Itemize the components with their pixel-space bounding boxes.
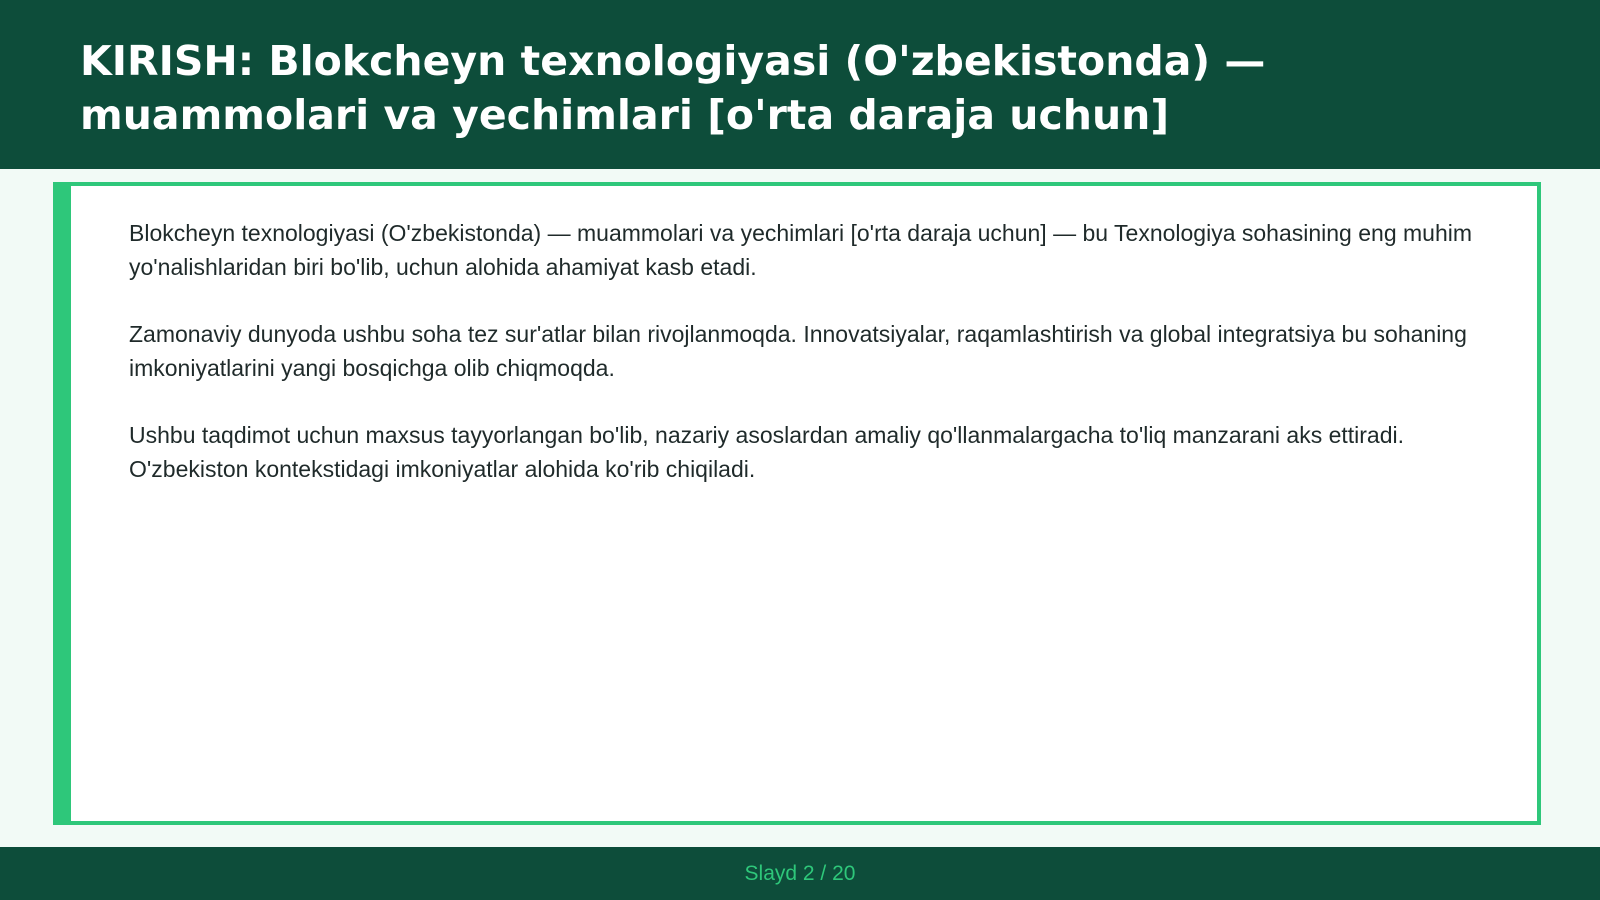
content-card bbox=[53, 182, 1541, 825]
slide-header bbox=[0, 0, 1600, 169]
content-body bbox=[129, 216, 1499, 519]
purpose-paragraph: Ushbu taqdimot uchun maxsus tayyorlangan bo'lib, nazariy asoslardan amaliy qo'llanmalargacha to'liq manzarani aks ettiradi. O'zbekiston kontekstidagi imkoniyatlar alohida ko'rib chiqiladi. bbox=[129, 422, 1405, 482]
slide-title: KIRISH: Blokcheyn texnologiyasi (O'zbekistonda) — muammolari va yechimlari [o'rta daraja uchun] bbox=[80, 37, 1266, 139]
slide-footer bbox=[0, 847, 1600, 900]
intro-paragraph: Blokcheyn texnologiyasi (O'zbekistonda) — muammolari va yechimlari [o'rta daraja uchun] — bu Texnologiya sohasining eng muhim yo'nalishlaridan biri bo'lib, uchun alohida ahamiyat kasb etadi. bbox=[129, 220, 1473, 280]
context-paragraph: Zamonaviy dunyoda ushbu soha tez sur'atlar bilan rivojlanmoqda. Innovatsiyalar, raqamlashtirish va global integratsiya bu sohaning imkoniyatlarini yangi bosqichga olib chiqmoqda. bbox=[129, 321, 1467, 381]
slide-counter: Slayd 2 / 20 bbox=[744, 862, 856, 885]
